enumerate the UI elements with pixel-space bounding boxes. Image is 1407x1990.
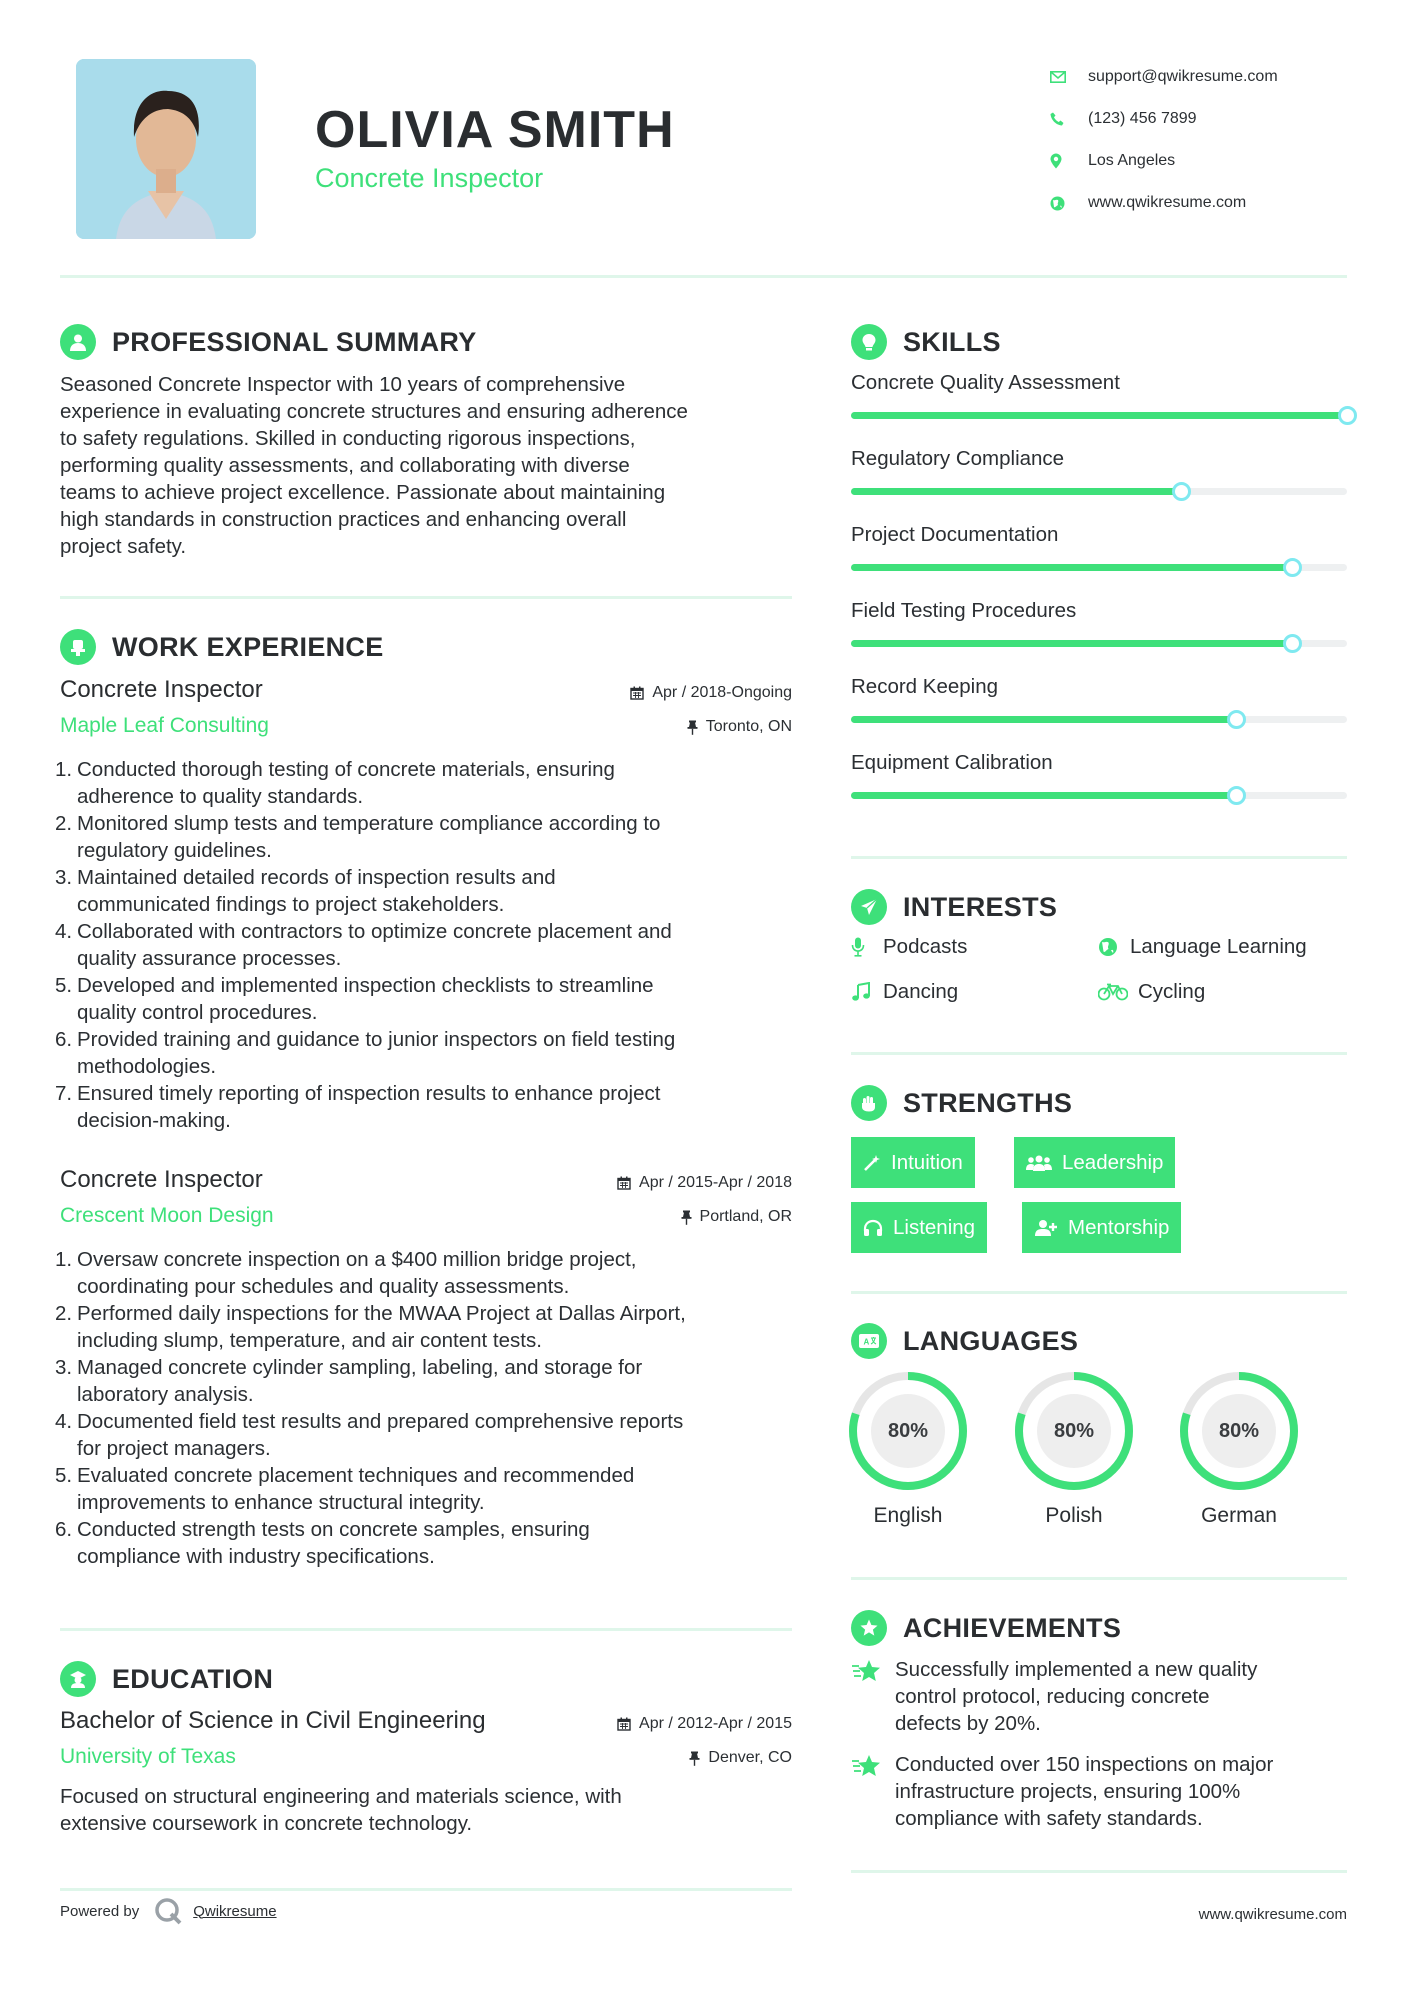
skill-fill [851,564,1292,571]
interest-cycling [1098,980,1205,1004]
languages-heading [851,1323,1078,1359]
contact-location-text: Los Angeles [1088,152,1176,169]
language-percent: 80% [1202,1394,1276,1468]
job-title: Concrete Inspector [60,676,263,703]
job-location-text: Toronto, ON [705,718,792,735]
skill-knob [1338,406,1357,425]
achievement-line: defects by 20%. [895,1712,1041,1735]
profile-photo [76,59,256,239]
achievement-item [851,1751,1347,1832]
skill-track [851,716,1347,723]
summary-heading [60,324,477,360]
skill-fill [851,716,1236,723]
summary-line: Seasoned Concrete Inspector with 10 years of comprehensive [60,373,626,396]
language-name: German [1201,1504,1277,1527]
list-item: 5. Developed and implemented inspection checklists to streamline quality control procedures. [55,974,654,1024]
user-icon [60,324,96,360]
job-title: Concrete Inspector [60,1166,263,1193]
job-date [630,684,792,702]
summary-line: performing quality assessments, and collaborating with diverse [60,454,630,477]
list-item: 4. Documented field test results and prepared comprehensive reports for project managers. [55,1410,684,1460]
experience-heading [60,629,384,665]
pushpin-icon [689,1751,700,1766]
education-title: EDUCATION [112,1663,274,1694]
phone-icon [1050,112,1088,126]
headphones-icon [863,1219,883,1237]
summary-line: project safety. [60,535,187,558]
language-name: English [873,1504,943,1527]
education-location-text: Denver, CO [708,1749,792,1766]
interest-label: Language Learning [1130,935,1307,958]
contact-email-text: support@qwikresume.com [1088,68,1278,85]
language-percent: 80% [871,1394,945,1468]
strengths-title: STRENGTHS [903,1087,1073,1118]
list-item: 1. Conducted thorough testing of concrete materials, ensuring adherence to quality standards. [55,758,615,808]
job-location [687,718,792,736]
job-date-text: Apr / 2018-Ongoing [652,684,792,701]
strengths-divider [851,1291,1347,1294]
bicycle-icon [1098,983,1130,1001]
summary-line: high standards in construction practices and enhancing overall [60,508,627,531]
powered-by [60,1896,277,1926]
header-divider [60,275,1347,278]
skill-label: Record Keeping [851,675,999,698]
skill-track [851,564,1347,571]
achievements-title: ACHIEVEMENTS [903,1612,1122,1643]
magic-wand-icon [863,1154,881,1172]
skill-label: Equipment Calibration [851,751,1053,774]
language-name: Polish [1045,1504,1103,1527]
interest-language-learning [1098,935,1307,959]
paper-plane-icon [851,889,887,925]
user-plus-icon [1034,1219,1058,1237]
strength-tag-leadership [1014,1137,1175,1188]
job-date [617,1174,792,1192]
powered-by-text: Powered by [60,1902,140,1920]
language-item [1178,1370,1300,1528]
summary-text [60,371,800,560]
strength-tag-mentorship [1022,1202,1181,1253]
interest-dancing [851,980,958,1004]
list-item: 2. Monitored slump tests and temperature compliance according to regulatory guidelines. [55,812,661,862]
strength-label: Leadership [1062,1150,1164,1174]
skill-label: Regulatory Compliance [851,447,1065,470]
candidate-name: OLIVIA SMITH [315,101,675,159]
footer-website[interactable]: www.qwikresume.com [1198,1906,1347,1923]
music-note-icon [851,982,883,1002]
strength-label: Intuition [891,1150,963,1174]
envelope-icon [1050,71,1088,83]
map-pin-icon [1050,153,1088,169]
skill-knob [1227,786,1246,805]
language-ring [847,1370,969,1492]
education-date [617,1715,792,1733]
contact-phone-text: (123) 456 7899 [1088,110,1197,127]
skill-fill [851,792,1236,799]
education-entry [60,1707,792,1837]
calendar-icon [617,1176,631,1190]
calendar-icon [617,1717,631,1731]
education-location [689,1749,792,1767]
contact-phone[interactable] [1050,98,1350,140]
users-icon [1026,1154,1052,1172]
pushpin-icon [687,720,698,735]
skill-fill [851,640,1292,647]
svg-text:A: A [863,1337,870,1347]
achievement-item [851,1656,1347,1737]
list-item: 3. Managed concrete cylinder sampling, labeling, and storage for laboratory analysis. [55,1356,643,1406]
graduate-icon [60,1661,96,1697]
strength-label: Mentorship [1068,1215,1170,1239]
skill-track [851,640,1347,647]
summary-line: to safety regulations. Skilled in conducting rigorous inspections, [60,427,636,450]
education-line: extensive coursework in concrete technology. [60,1812,473,1835]
education-description [60,1783,792,1837]
language-item [1013,1370,1135,1528]
languages-divider [851,1577,1347,1580]
degree-title: Bachelor of Science in Civil Engineering [60,1707,486,1734]
list-item: 3. Maintained detailed records of inspection results and communicated findings to project stakeholders. [55,866,556,916]
contact-list [1050,56,1350,224]
contact-email[interactable] [1050,56,1350,98]
skill-track [851,488,1347,495]
skill-label: Project Documentation [851,523,1059,546]
skill-knob [1172,482,1191,501]
interests-divider [851,1052,1347,1055]
fist-icon [851,1085,887,1121]
skill-knob [1227,710,1246,729]
skills-heading [851,324,1001,360]
job-entry [55,1166,792,1570]
job-date-text: Apr / 2015-Apr / 2018 [639,1174,792,1191]
qwikresume-link[interactable]: Qwikresume [193,1902,277,1920]
interests-heading [851,889,1057,925]
skill-label: Concrete Quality Assessment [851,371,1120,394]
language-item [847,1370,969,1528]
contact-website-text: www.qwikresume.com [1088,194,1247,211]
qwikresume-logo-icon [153,1896,183,1926]
star-badge-icon [851,1610,887,1646]
school-name: University of Texas [60,1745,236,1768]
list-item: 4. Collaborated with contractors to optimize concrete placement and quality assurance processes. [55,920,672,970]
footer-divider-right [851,1870,1347,1873]
skill-label: Field Testing Procedures [851,599,1077,622]
education-date-text: Apr / 2012-Apr / 2015 [639,1715,792,1732]
experience-title: WORK EXPERIENCE [112,631,384,662]
list-item: 7. Ensured timely reporting of inspection results to enhance project decision-making. [55,1082,661,1132]
strength-tag-intuition [851,1137,975,1188]
achievement-line: control protocol, reducing concrete [895,1685,1210,1708]
skill-track [851,412,1347,419]
strength-label: Listening [893,1215,976,1239]
list-item: 1. Oversaw concrete inspection on a $400 million bridge project, coordinating pour schedules and quality assessments. [55,1248,637,1298]
interests-title: INTERESTS [903,891,1058,922]
skill-knob [1283,634,1302,653]
achievement-line: compliance with safety standards. [895,1807,1203,1830]
skill-item [851,523,1347,571]
contact-location [1050,140,1350,182]
education-line: Focused on structural engineering and materials science, with [60,1785,622,1808]
contact-website[interactable] [1050,182,1350,224]
job-company: Crescent Moon Design [60,1204,274,1227]
skill-item [851,751,1347,799]
skills-title: SKILLS [903,326,1001,357]
star-icon [851,1656,895,1737]
interest-label: Podcasts [883,935,968,958]
lightbulb-icon [851,324,887,360]
skill-item [851,371,1347,419]
summary-line: teams to achieve project excellence. Passionate about maintaining [60,481,666,504]
job-company: Maple Leaf Consulting [60,714,269,737]
list-item: 6. Conducted strength tests on concrete samples, ensuring compliance with industry specifications. [55,1518,590,1568]
achievement-line: Conducted over 150 inspections on major [895,1753,1274,1776]
achievement-line: Successfully implemented a new quality [895,1658,1258,1681]
education-heading [60,1661,273,1697]
list-item: 5. Evaluated concrete placement techniques and recommended improvements to enhance structural integrity. [55,1464,635,1514]
skill-fill [851,412,1347,419]
skill-track [851,792,1347,799]
language-icon [851,1323,887,1359]
languages-title: LANGUAGES [903,1325,1079,1356]
skill-knob [1283,558,1302,577]
globe-icon [1050,196,1088,211]
globe-icon [1098,937,1130,957]
job-bullets [55,756,792,1134]
candidate-role: Concrete Inspector [315,163,544,193]
pushpin-icon [681,1210,692,1225]
list-item: 6. Provided training and guidance to junior inspectors on field testing methodologies. [55,1028,676,1078]
interest-podcasts [851,935,967,959]
language-percent: 80% [1037,1394,1111,1468]
language-ring [1178,1370,1300,1492]
achievements-heading [851,1610,1121,1646]
language-ring [1013,1370,1135,1492]
summary-divider [60,596,792,599]
skill-item [851,675,1347,723]
skills-divider [851,856,1347,859]
footer-divider-left [60,1888,792,1891]
list-item: 2. Performed daily inspections for the MWAA Project at Dallas Airport, including slump, temperature, and air content tests. [55,1302,686,1352]
job-location-text: Portland, OR [699,1208,792,1225]
microphone-icon [851,937,883,957]
star-icon [851,1751,895,1832]
summary-title: PROFESSIONAL SUMMARY [112,326,477,357]
job-location [681,1208,792,1226]
interest-label: Dancing [883,980,959,1003]
skill-item [851,447,1347,495]
experience-divider [60,1628,792,1631]
job-bullets [55,1246,792,1570]
briefcase-icon [60,629,96,665]
skill-item [851,599,1347,647]
calendar-icon [630,686,644,700]
achievement-line: infrastructure projects, ensuring 100% [895,1780,1241,1803]
interest-label: Cycling [1138,980,1206,1003]
summary-line: experience in evaluating concrete structures and ensuring adherence [60,400,688,423]
strengths-heading [851,1085,1072,1121]
strength-tag-listening [851,1202,987,1253]
job-entry [55,676,792,1134]
skill-fill [851,488,1181,495]
